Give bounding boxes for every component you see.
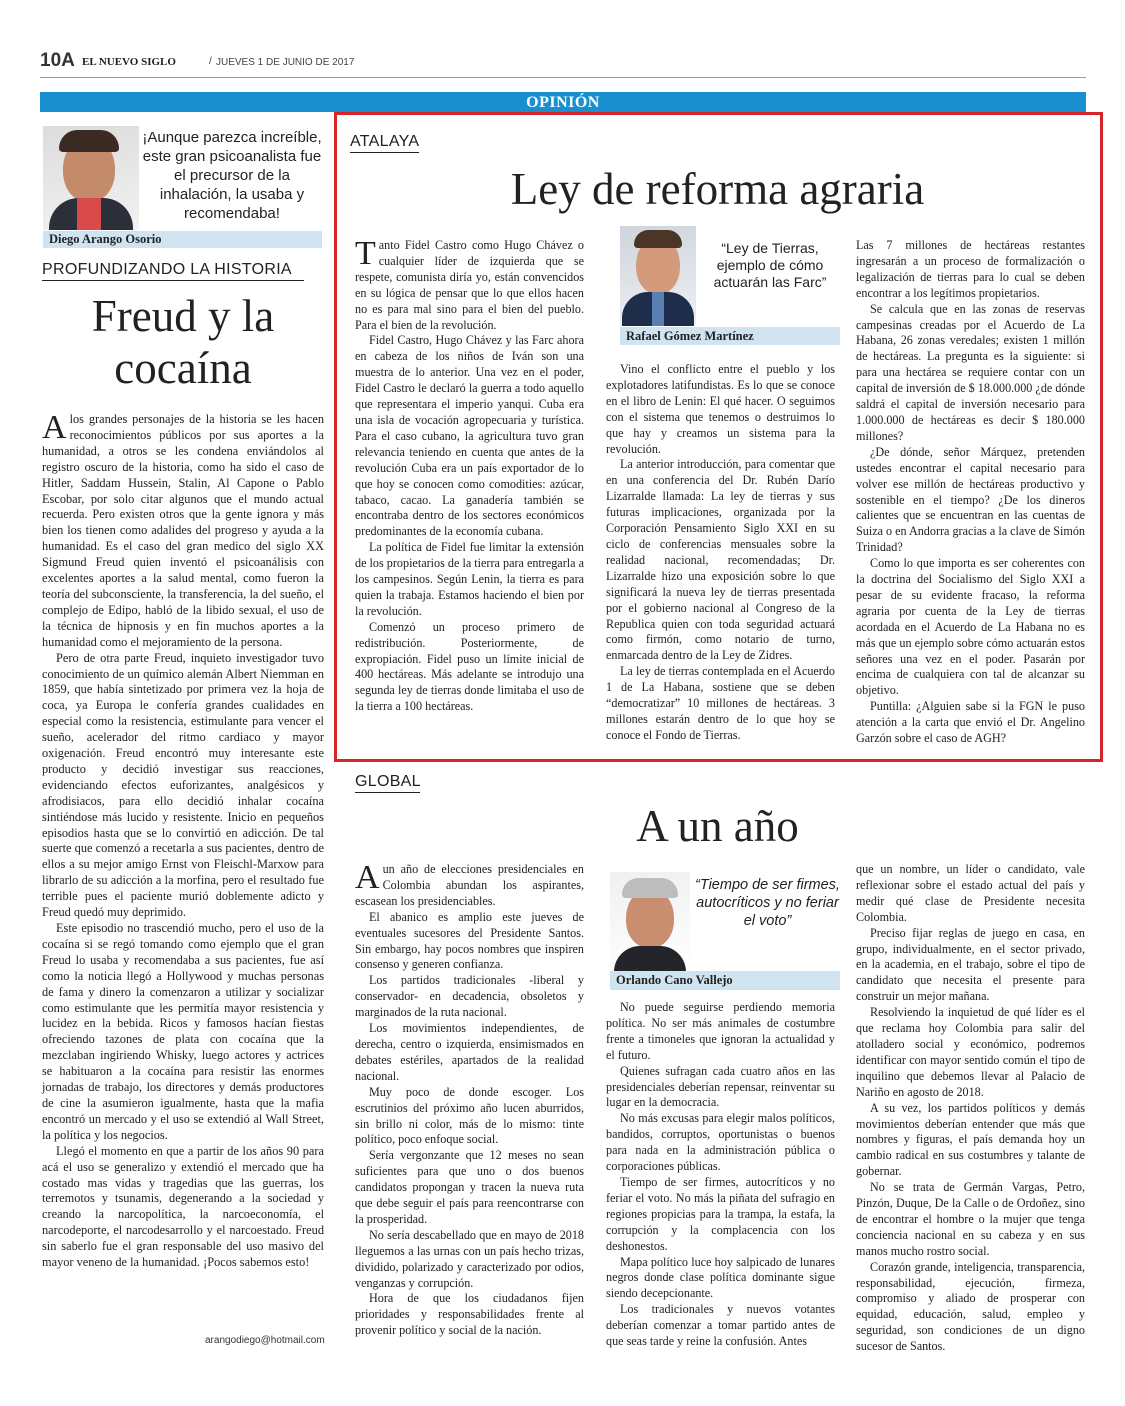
issue-date: JUEVES 1 DE JUNIO DE 2017	[216, 57, 355, 68]
atalaya-column-2	[606, 362, 835, 744]
paragraph: Comenzó un proceso primero de redistribución. Posteriormente, de expropiación. Fidel puso un límite inicial de 400 hectáreas. Más adelante se introdujo una segunda ley de tierras donde limitaba el uso de la tierra a 100 hectáreas.	[355, 619, 584, 714]
paragraph: Fidel Castro, Hugo Chávez y las Farc ahora en cabeza de los niños de Iván son una muestra de lo anterior. Una vez en el poder, Fidel Castro le declaró la guerra a todo aquello que representara el imperio yanqui. Cuba era una isla de vocación agropecuaria y turística. Para el caso cubano, la agricultura tuvo gran relevancia teniendo en cuenta que antes de la revolución Cuba era un país exportador de lo que hoy se conocen como comodities: azúcar, tabaco, cacao. La ganadería también se encontraba dentro de los sectores económicos predominantes de la economía cubana.	[355, 333, 584, 539]
paragraph: ¿De dónde, señor Márquez, pretenden ustedes encontrar el capital necesario para volver ese millón de hectáreas productivo y sostenible en el tiempo? ¿De los dineros calientes que se encuentran en las cuentas de Suiza o en Andorra gracias a la clave de Simón Trinidad?	[856, 444, 1085, 555]
global-column-3	[856, 862, 1085, 1355]
paragraph: Hora de que los ciudadanos fijen prioridades y responsabilidades frente al provenir político y social de la nación.	[355, 1291, 584, 1338]
newspaper-name: EL NUEVO SIGLO	[82, 56, 176, 68]
paragraph: Resolviendo la inquietud de qué líder es el que reclama hoy Colombia para salir del atolladero social y económico, podremos identificar con mayor sentido común el tipo de inquilino que debemos llevar al Palacio de Nariño en agosto de 2018.	[856, 1005, 1085, 1099]
paragraph: El abanico es amplio este jueves de eventuales sucesores del Presidente Santos. Sin embargo, hay pocos nombres que inspiren consenso y generen confianza.	[355, 909, 584, 972]
headline-freud	[42, 290, 324, 394]
paragraph: Muy poco de donde escoger. Los escrutinios del próximo año lucen aburridos, sin brillo ni color, más de lo mismo: tinte político, poco enfoque social.	[355, 1084, 584, 1147]
paragraph: Corazón grande, inteligencia, transparencia, responsabilidad, ejecución, firmeza, compromiso y aliado de prosperar con equidad, educación, salud, empleo y seguridad, son condiciones de un digno sucesor de Santos.	[856, 1259, 1085, 1354]
pull-quote-orlando: “Tiempo de ser firmes, autocríticos y no feriar el voto”	[695, 877, 840, 929]
dropcap: T	[355, 235, 376, 272]
atalaya-column-1	[355, 235, 584, 715]
paragraph: Llegó el momento en que a partir de los años 90 para acá el uso se generalizo y extendió el mercado que ha costado mas vidas y tragedias que las guerras, los terremotos y tsunamis, degenerando a la sociedad y creando la narcopolítica, la narcoeconomía, el narcodeporte, el narcodesarrollo y el narcoestado. Freud sin saberlo fue el gran responsable del uso masivo del mayor veneno de la humanidad. ¡Pocos sabemos esto!	[42, 1143, 324, 1270]
author-photo-diego	[43, 126, 139, 230]
paragraph: Mapa político luce hoy salpicado de lunares negros donde clase política dominante sigue siendo decepcionante.	[606, 1254, 835, 1301]
paragraph: La anterior introducción, para comentar que en una conferencia del Dr. Rubén Darío Lizarralde llamada: La ley de tierras y sus futuras implicaciones, organizada por la Corporación Pensamiento Siglo XXI en su ciclo de conferencias mensuales sobre la realidad nacional, recomendadas; Dr. Lizarralde hizo una exposición sobre lo que significará la nueva ley de tierras presentada por el gobierno nacional al Congreso de la Republica quien con toda seguridad actuará como firmón, como notario de turno, enmarcada dentro de la Ley de Zidres.	[606, 457, 835, 663]
atalaya-column-3	[856, 238, 1085, 747]
section-kicker-atalaya: ATALAYA	[350, 132, 419, 153]
author-byline-orlando: Orlando Cano Vallejo	[610, 971, 840, 990]
paragraph: Pero de otra parte Freud, inquieto investigador tuvo conocimiento de un químico alemán Albert Niemman en 1859, que había sintetizado por primera vez la hoja de coca, ya Europa le confería grandes cualidades en especial como la resistencia, estimulante para vencer el sueño, acelerador del ritmo cardiaco y mayor oxigenación. Freud encontró muy interesante este producto y decidió investigar sus reacciones, evidenciando efectos euforizantes, analgésicos y afrodisiacos, para ello decidió inhalar cocaína sintiéndose más lucido y resistente. Inicio en pequeños episodios hasta que se lo convirtió en adicción. De tal suerte que comenzó a recetarla a sus pacientes, dentro de ellos a su mejor amigo Ernst von Fleischl-Marxow para librarlo de su adicción a la morfina, pero el resultado fue terrible pues el paciente murió doblemente adicto y Freud quedó muy deprimido.	[42, 650, 324, 920]
pull-quote-diego: ¡Aunque parezca increíble, este gran psicoanalista fue el precursor de la inhalación, la usaba y recomendaba!	[142, 129, 322, 222]
author-byline-rafael: Rafael Gómez Martínez	[620, 327, 840, 345]
section-kicker-global: GLOBAL	[355, 772, 420, 793]
section-bar	[40, 92, 1086, 112]
paragraph: La ley de tierras contemplada en el Acuerdo 1 de La Habana, sostiene que se deben “democratizar” 10 millones de hectáreas. 3 millones estarán dentro de lo que hoy se conoce el Fondo de Tierras.	[606, 664, 835, 742]
masthead-separator: /	[209, 56, 212, 67]
paragraph: Se calcula que en las zonas de reservas campesinas creadas por el Acuerdo de La Habana, 26 zonas veredales; existen 1 millón de hectáreas. La pregunta es la siguiente: si para una hectárea se requiere contar con un capital de inversión de $ 18.000.000 ¿de dónde saldrá el capital de inversión necesario para 1.000.000 de hectáreas es decir $ 180.000 millones?	[856, 301, 1085, 443]
headline-reforma-agraria: Ley de reforma agraria	[510, 164, 925, 214]
paragraph: que un nombre, un líder o candidato, vale reflexionar sobre el estado actual del país y medir qué clase de Presidente necesita Colombia.	[856, 862, 1085, 924]
dropcap: A	[355, 859, 380, 896]
paragraph: Las 7 millones de hectáreas restantes ingresarán a un proceso de formalización o legalización de tierras para lo cual se deben encontrar a los legítimos propietarios.	[856, 238, 1085, 300]
headline-line-2: cocaína	[114, 343, 252, 393]
paragraph: Alos grandes personajes de la historia se les hacen reconocimientos públicos por sus aportes a la humanidad, a otros se les condena enviándolos al registro oscuro de la historia, como ha sido el caso de Hitler, Saddam Hussein, Stalin, Al Capone o Pablo Escobar, por solo citar algunos que el mundo actual recuerda. Pero existen otros que la gente ignora y más bien los tienen como adalides del progreso y ayuda a la humanidad. Es el caso del gran medico del siglo XX Sigmund Freud quien inventó el psicoanálisis con excelentes aportes a la salud mental, como fueron la teoría del subconsciente, la transferencia, la del sueño, el complejo de Edipo, habló de la libido sexual, el uso de la técnica de hipnosis y en fin muchos aportes a la humanidad como el mejoramiento de la persona.	[42, 409, 324, 649]
paragraph: Quienes sufragan cada cuatro años en las presidenciales deberían repensar, reinventar su lugar en la democracia.	[606, 1063, 835, 1110]
author-photo-orlando	[610, 872, 690, 972]
paragraph: Aun año de elecciones presidenciales en Colombia abundan los aspirantes, escasean los presidenciables.	[355, 859, 584, 908]
paragraph: Preciso fijar reglas de juego en casa, en grupo, individualmente, en el sector privado, en la academia, en el trabajo, sobre el tipo de candidato que necesita el presente para construir un mejor mañana.	[856, 925, 1085, 1004]
paragraph: No puede seguirse perdiendo memoria política. No ser más animales de costumbre frente a timoneles que ignoran la actualidad y el futuro.	[606, 1000, 835, 1062]
paragraph: A su vez, los partidos políticos y demás movimientos deberían entender que más que nombres y figuras, el país demanda hoy un cambio radical en sus costumbres y talante de gobernar.	[856, 1100, 1085, 1179]
global-column-1	[355, 859, 584, 1339]
section-title: OPINIÓN	[526, 94, 600, 111]
paragraph: Vino el conflicto entre el pueblo y los explotadores latifundistas. Es lo que se conoce en el libro de Lenin: El qué hacer. O seguimos con el sistema que tenemos o destruimos lo que hay y creamos un sistema para la revolución.	[606, 362, 835, 456]
paragraph: Puntilla: ¿Alguien sabe si la FGN le puso atención a la carta que envió el Dr. Angelino Garzón sobre el caso de AGH?	[856, 699, 1085, 746]
paragraph: No más excusas para elegir malos políticos, bandidos, corruptos, oportunistas o buenos para nada en la administración pública o corporaciones públicas.	[606, 1111, 835, 1174]
paragraph: La política de Fidel fue limitar la extensión de los propietarios de la tierra para entregarla a los campesinos. Según Lenin, la tierra es para quien la trabaja. Estamos haciendo el bien por la revolución.	[355, 540, 584, 618]
paragraph: Los partidos tradicionales -liberal y conservador- en decadencia, obsoletos y marginados de la ruta nacional.	[355, 973, 584, 1020]
author-photo-rafael	[620, 226, 696, 326]
page-number: 10A	[40, 50, 75, 71]
paragraph: Los movimientos independientes, de derecha, centro o izquierda, ensimismados en debates estériles, apartados de la realidad nacional.	[355, 1021, 584, 1083]
headline-line-1: Freud y la	[91, 291, 275, 341]
article-body-freud	[42, 409, 324, 1271]
section-kicker-profundizando: PROFUNDIZANDO LA HISTORIA	[42, 260, 304, 281]
author-email: arangodiego@hotmail.com	[205, 1335, 325, 1346]
author-byline-diego: Diego Arango Osorio	[43, 231, 322, 248]
headline-a-un-ano: A un año	[636, 801, 799, 851]
pull-quote-rafael: “Ley de Tierras, ejemplo de cómo actuarán las Farc”	[713, 240, 827, 290]
paragraph: Tanto Fidel Castro como Hugo Chávez o cualquier líder de izquierda que se respete, comunista diría yo, están convencidos en su lógica de pensar que lo que ellos hacen no es para mal sino para el bien del pueblo. Para el bien de la revolución.	[355, 235, 584, 332]
global-column-2	[606, 1000, 835, 1350]
paragraph: Los tradicionales y nuevos votantes deberían comenzar a tomar partido antes de que seas tarde y reine la confusión. Antes	[606, 1302, 835, 1349]
dropcap: A	[42, 409, 67, 446]
paragraph: Como lo que importa es ser coherentes con la doctrina del Socialismo del Siglo XXI a pesar de su evidente fracaso, la reforma agraria por cuenta de la Ley de tierras acordada en el Acuerdo de La Habana no es más que un ejemplo sobre cómo actuarán estos señores una vez en el poder. Pasarán por encima de cualquiera con tal de alcanzar su objetivo.	[856, 556, 1085, 698]
paragraph: Tiempo de ser firmes, autocríticos y no feriar el voto. No más la piñata del sufragio en regiones propicias para la trampa, la estafa, la corrupción y la complacencia con los deshonestos.	[606, 1174, 835, 1253]
paragraph: Sería vergonzante que 12 meses no sean suficientes para que uno o dos buenos candidatos propongan y tracen la nueva ruta que debe seguir el país para reencontrarse con la prosperidad.	[355, 1148, 584, 1226]
masthead	[40, 50, 1086, 78]
paragraph: Este episodio no trascendió mucho, pero el uso de la cocaína si se regó tomando como ejemplo que el gran Freud lo usaba y recomendaba a sus pacientes, fue así como la noticia llegó a Hollywood y muchas personas de fama y dinero la comenzaron a utilizar y socializar como estimulante que les permitía mayor resistencia y lucidez en la bebida. Ricos y famosos hacían fiestas ofreciendo tazones de plata con cocaína que la mezclaban ingiriendo Whisky, luego actores y actrices se habituaron a la cocaína para resistir las enormes jornadas de trabajo, los directores y demás productores de cine la asumieron igualmente, hasta que la mafia encontró un mercado y el uso se extendió al Wall Street, la política y los negocios.	[42, 921, 324, 1142]
paragraph: No se trata de Germán Vargas, Petro, Pinzón, Duque, De la Calle o de Ordoñez, sino de encontrar el hombre o la mujer que tenga conciencia nacional en su cabeza y en sus manos mucho rostro social.	[856, 1180, 1085, 1258]
paragraph: No sería descabellado que en mayo de 2018 lleguemos a las urnas con un país hecho trizas, dividido, polarizado y caracterizado por odios, venganzas y corrupción.	[355, 1227, 584, 1290]
